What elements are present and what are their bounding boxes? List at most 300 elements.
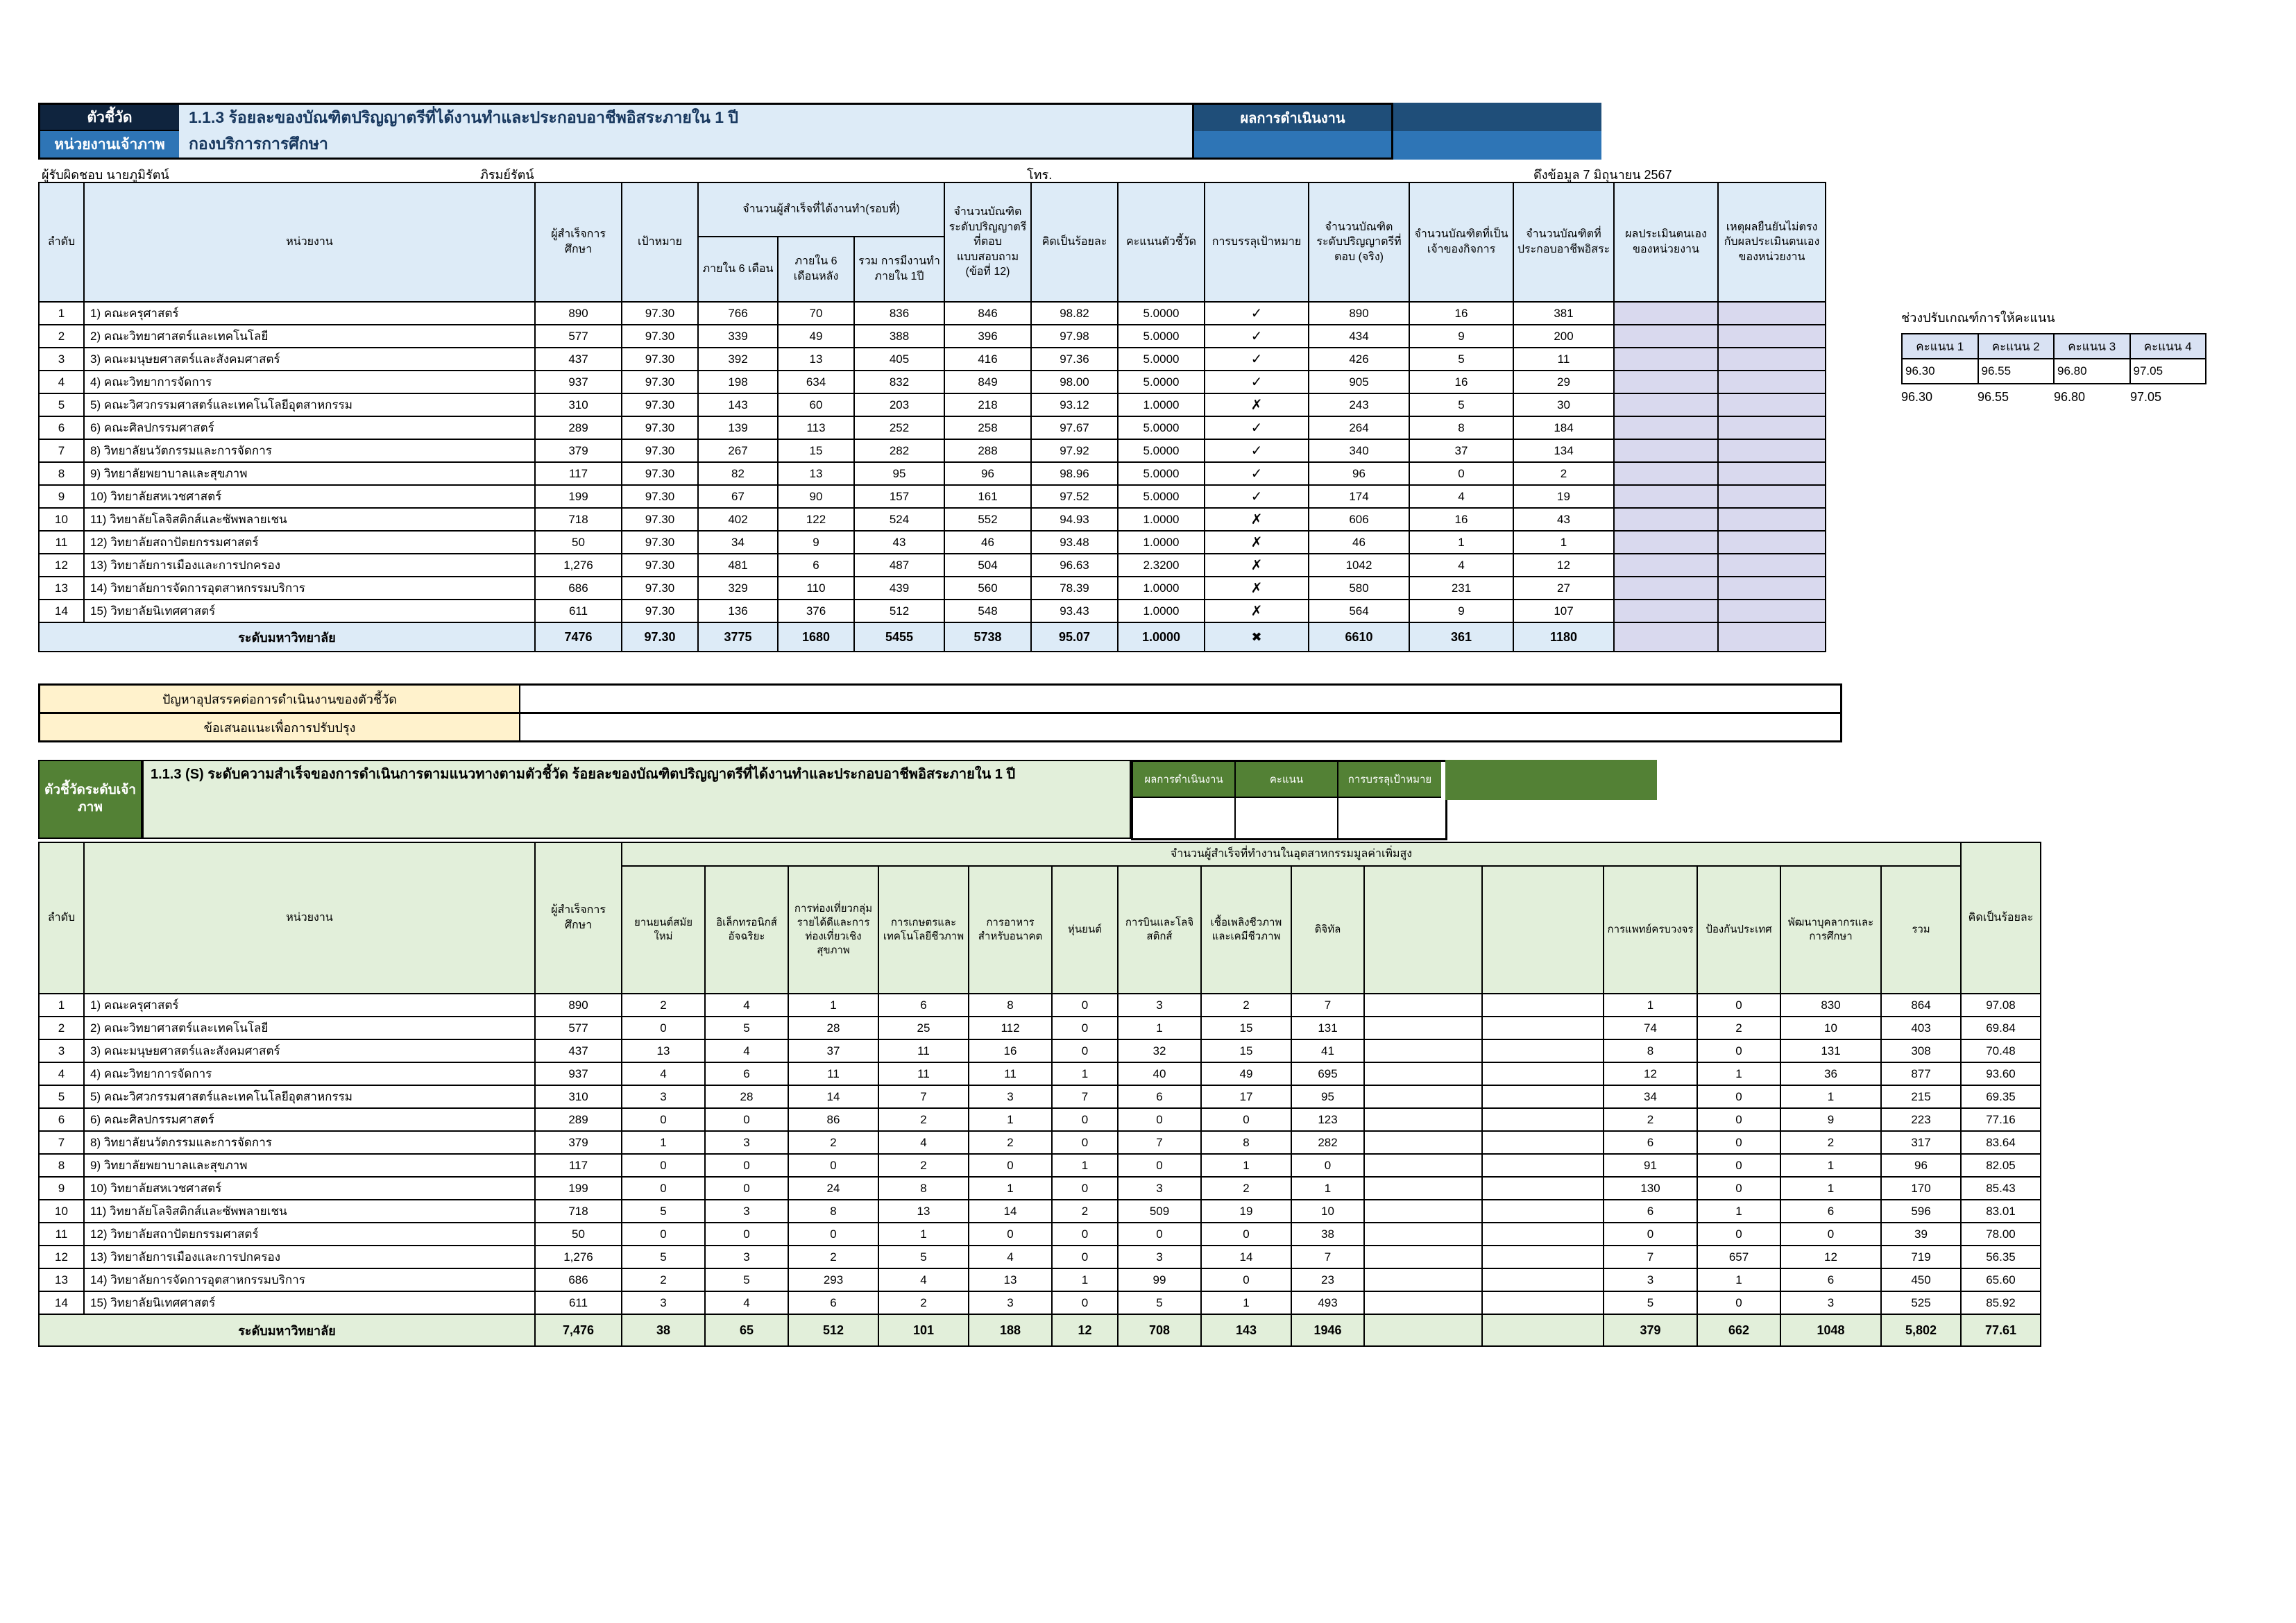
reason-cell[interactable] (1718, 439, 1826, 462)
total-label[interactable]: ระดับมหาวิทยาลัย (39, 622, 535, 652)
total-cell[interactable]: 379 (1604, 1314, 1697, 1346)
cell[interactable]: 5.0000 (1118, 485, 1205, 508)
cell[interactable]: 97.92 (1031, 439, 1118, 462)
cell[interactable]: 6 (705, 1062, 788, 1085)
unit-cell[interactable]: 4) คณะวิทยาการจัดการ (84, 371, 535, 393)
cell[interactable]: 38 (1291, 1223, 1364, 1246)
self-eval-cell[interactable] (1614, 622, 1718, 652)
cell[interactable]: 82 (698, 462, 778, 485)
cell[interactable]: 131 (1291, 1017, 1364, 1039)
total-cell[interactable]: 7476 (535, 622, 622, 652)
cell[interactable]: 0 (1697, 1291, 1780, 1314)
cell[interactable]: 97.52 (1031, 485, 1118, 508)
cell[interactable]: 0 (705, 1177, 788, 1200)
cell[interactable]: 50 (535, 531, 622, 554)
cell[interactable]: 37 (788, 1039, 878, 1062)
cell[interactable]: 4 (622, 1062, 705, 1085)
cell[interactable]: 2 (1513, 462, 1614, 485)
cell[interactable]: 937 (535, 371, 622, 393)
cell[interactable] (1482, 1246, 1604, 1268)
cell[interactable]: 7 (39, 1131, 84, 1154)
score-value-cell[interactable]: 96.55 (1978, 359, 2055, 384)
cell[interactable]: 97.36 (1031, 348, 1118, 371)
cell[interactable]: 97.30 (622, 325, 698, 348)
cell[interactable]: 170 (1881, 1177, 1961, 1200)
cell[interactable]: 766 (698, 302, 778, 325)
score-value-cell[interactable]: 97.05 (2130, 359, 2206, 384)
total-cell[interactable]: 1180 (1513, 622, 1614, 652)
cell[interactable]: 70 (778, 302, 854, 325)
cell[interactable]: 28 (705, 1085, 788, 1108)
cell[interactable]: 0 (1118, 1223, 1201, 1246)
cell[interactable]: 37 (1409, 439, 1513, 462)
cell[interactable]: 83.64 (1961, 1131, 2041, 1154)
cell[interactable]: 10 (1780, 1017, 1881, 1039)
cell[interactable]: 13 (39, 577, 84, 600)
cell[interactable]: 16 (1409, 302, 1513, 325)
cell[interactable]: 98.00 (1031, 371, 1118, 393)
cell[interactable]: 2 (1780, 1131, 1881, 1154)
cell[interactable]: 509 (1118, 1200, 1201, 1223)
cell[interactable]: 437 (535, 348, 622, 371)
self-eval-cell[interactable] (1614, 439, 1718, 462)
cell[interactable]: 12 (1513, 554, 1614, 577)
cell[interactable]: 0 (969, 1154, 1052, 1177)
cell[interactable]: 6 (1780, 1200, 1881, 1223)
cell[interactable]: 2 (878, 1154, 969, 1177)
reason-cell[interactable] (1718, 600, 1826, 622)
cell[interactable]: 0 (1780, 1223, 1881, 1246)
total-cell[interactable]: 708 (1118, 1314, 1201, 1346)
cell[interactable]: 1 (1513, 531, 1614, 554)
cell[interactable]: 15 (1201, 1039, 1291, 1062)
cell[interactable]: 0 (1052, 1246, 1118, 1268)
cell[interactable]: 1042 (1309, 554, 1409, 577)
cell[interactable]: ✗ (1205, 554, 1309, 577)
cell[interactable]: 7 (878, 1085, 969, 1108)
cell[interactable]: 14 (969, 1200, 1052, 1223)
unit-cell[interactable]: 11) วิทยาลัยโลจิสติกส์และซัพพลายเชน (84, 1200, 535, 1223)
cell[interactable]: 17 (1201, 1085, 1291, 1108)
cell[interactable]: 218 (944, 393, 1031, 416)
cell[interactable]: 388 (854, 325, 944, 348)
cell[interactable]: 634 (778, 371, 854, 393)
cell[interactable]: 99 (1118, 1268, 1201, 1291)
cell[interactable]: 6 (878, 994, 969, 1017)
cell[interactable]: 3 (1118, 1177, 1201, 1200)
cell[interactable]: 98.96 (1031, 462, 1118, 485)
cell[interactable]: 97.30 (622, 462, 698, 485)
cell[interactable]: 719 (1881, 1246, 1961, 1268)
cell[interactable]: 611 (535, 600, 622, 622)
cell[interactable]: 329 (698, 577, 778, 600)
cell[interactable]: 0 (1697, 1223, 1780, 1246)
cell[interactable]: 93.48 (1031, 531, 1118, 554)
cell[interactable]: 25 (878, 1017, 969, 1039)
cell[interactable]: 4 (705, 994, 788, 1017)
total-cell[interactable]: 3775 (698, 622, 778, 652)
unit-cell[interactable]: 4) คณะวิทยาการจัดการ (84, 1062, 535, 1085)
cell[interactable]: 16 (1409, 508, 1513, 531)
cell[interactable]: 1 (1604, 994, 1697, 1017)
cell[interactable]: 426 (1309, 348, 1409, 371)
cell[interactable]: 5 (622, 1246, 705, 1268)
cell[interactable]: 392 (698, 348, 778, 371)
cell[interactable]: 11 (878, 1062, 969, 1085)
cell[interactable]: 223 (1881, 1108, 1961, 1131)
cell[interactable]: 8 (1201, 1131, 1291, 1154)
cell[interactable]: 1 (1201, 1291, 1291, 1314)
cell[interactable] (1482, 1131, 1604, 1154)
cell[interactable]: 7 (1291, 1246, 1364, 1268)
cell[interactable]: 379 (535, 439, 622, 462)
cell[interactable]: 718 (535, 508, 622, 531)
total-cell[interactable]: 7,476 (535, 1314, 622, 1346)
cell[interactable]: 5.0000 (1118, 439, 1205, 462)
total-cell[interactable]: 5,802 (1881, 1314, 1961, 1346)
cell[interactable]: 97.30 (622, 371, 698, 393)
cell[interactable]: 96.63 (1031, 554, 1118, 577)
reason-cell[interactable] (1718, 485, 1826, 508)
cell[interactable]: 56.35 (1961, 1246, 2041, 1268)
cell[interactable]: 1 (1780, 1154, 1881, 1177)
cell[interactable]: 93.43 (1031, 600, 1118, 622)
cell[interactable]: 60 (778, 393, 854, 416)
cell[interactable]: 14 (788, 1085, 878, 1108)
cell[interactable]: 6 (1604, 1131, 1697, 1154)
cell[interactable]: 0 (1052, 1291, 1118, 1314)
cell[interactable]: 10 (1291, 1200, 1364, 1223)
cell[interactable]: 13 (39, 1268, 84, 1291)
total-cell[interactable]: 361 (1409, 622, 1513, 652)
cell[interactable]: 2 (39, 1017, 84, 1039)
cell[interactable]: 1 (1291, 1177, 1364, 1200)
cell[interactable]: 123 (1291, 1108, 1364, 1131)
cell[interactable]: 9 (1409, 600, 1513, 622)
reason-cell[interactable] (1718, 554, 1826, 577)
cell[interactable]: 937 (535, 1062, 622, 1085)
cell[interactable]: 577 (535, 325, 622, 348)
cell[interactable]: 289 (535, 416, 622, 439)
cell[interactable]: 97.30 (622, 393, 698, 416)
cell[interactable]: 6 (778, 554, 854, 577)
cell[interactable]: 67 (698, 485, 778, 508)
self-eval-cell[interactable] (1614, 531, 1718, 554)
cell[interactable]: 1 (1052, 1268, 1118, 1291)
cell[interactable]: 15 (778, 439, 854, 462)
cell[interactable]: 130 (1604, 1177, 1697, 1200)
cell[interactable] (1364, 1177, 1482, 1200)
cell[interactable]: 1 (878, 1223, 969, 1246)
result-box-value-cell[interactable] (1194, 131, 1391, 158)
reason-cell[interactable] (1718, 622, 1826, 652)
cell[interactable]: 50 (535, 1223, 622, 1246)
cell[interactable]: 122 (778, 508, 854, 531)
unit-cell[interactable]: 5) คณะวิศวกรรมศาสตร์และเทคโนโลยีอุตสาหกรรม (84, 393, 535, 416)
cell[interactable]: 317 (1881, 1131, 1961, 1154)
cell[interactable]: 0 (1052, 1017, 1118, 1039)
unit-cell[interactable]: 8) วิทยาลัยนวัตกรรมและการจัดการ (84, 1131, 535, 1154)
cell[interactable]: 8 (1409, 416, 1513, 439)
suggestion-value-cell[interactable] (520, 714, 1840, 740)
total-cell[interactable] (1364, 1314, 1482, 1346)
cell[interactable]: 0 (622, 1223, 705, 1246)
cell[interactable]: 686 (535, 1268, 622, 1291)
cell[interactable]: 0 (1118, 1108, 1201, 1131)
unit-cell[interactable]: 12) วิทยาลัยสถาปัตยกรรมศาสตร์ (84, 531, 535, 554)
cell[interactable]: 6 (1780, 1268, 1881, 1291)
cell[interactable]: ✓ (1205, 485, 1309, 508)
cell[interactable] (1482, 1085, 1604, 1108)
cell[interactable]: 12 (39, 554, 84, 577)
reason-cell[interactable] (1718, 371, 1826, 393)
cell[interactable]: 3 (705, 1246, 788, 1268)
cell[interactable]: 4 (705, 1039, 788, 1062)
cell[interactable]: 131 (1780, 1039, 1881, 1062)
cell[interactable]: 13 (778, 462, 854, 485)
cell[interactable]: 577 (535, 1017, 622, 1039)
cell[interactable]: 504 (944, 554, 1031, 577)
total-cell[interactable]: 65 (705, 1314, 788, 1346)
cell[interactable] (1364, 1291, 1482, 1314)
cell[interactable]: 376 (778, 600, 854, 622)
total-cell[interactable]: 662 (1697, 1314, 1780, 1346)
cell[interactable]: 8 (969, 994, 1052, 1017)
cell[interactable]: 5.0000 (1118, 348, 1205, 371)
cell[interactable]: 93.12 (1031, 393, 1118, 416)
cell[interactable]: 5.0000 (1118, 416, 1205, 439)
cell[interactable]: 5.0000 (1118, 462, 1205, 485)
cell[interactable]: 2 (39, 325, 84, 348)
cell[interactable]: 846 (944, 302, 1031, 325)
cell[interactable] (1482, 1291, 1604, 1314)
cell[interactable] (1364, 1200, 1482, 1223)
cell[interactable]: 5 (705, 1017, 788, 1039)
cell[interactable]: ✓ (1205, 439, 1309, 462)
cell[interactable]: 5.0000 (1118, 371, 1205, 393)
cell[interactable]: 0 (1604, 1223, 1697, 1246)
cell[interactable]: 0 (705, 1108, 788, 1131)
cell[interactable]: 215 (1881, 1085, 1961, 1108)
cell[interactable]: 11 (39, 531, 84, 554)
self-eval-cell[interactable] (1614, 600, 1718, 622)
total-cell[interactable]: 38 (622, 1314, 705, 1346)
cell[interactable]: 1.0000 (1118, 393, 1205, 416)
total-cell[interactable]: 1946 (1291, 1314, 1364, 1346)
cell[interactable]: 93.60 (1961, 1062, 2041, 1085)
cell[interactable]: 0 (1052, 1177, 1118, 1200)
self-eval-cell[interactable] (1614, 416, 1718, 439)
unit-cell[interactable]: 15) วิทยาลัยนิเทศศาสตร์ (84, 600, 535, 622)
cell[interactable]: 0 (1201, 1223, 1291, 1246)
cell[interactable]: 3 (1118, 1246, 1201, 1268)
unit-cell[interactable]: 14) วิทยาลัยการจัดการอุตสาหกรรมบริการ (84, 1268, 535, 1291)
cell[interactable]: 905 (1309, 371, 1409, 393)
cell[interactable]: 23 (1291, 1268, 1364, 1291)
total-cell[interactable]: 512 (788, 1314, 878, 1346)
cell[interactable]: 78.39 (1031, 577, 1118, 600)
cell[interactable]: 69.35 (1961, 1085, 2041, 1108)
cell[interactable]: 16 (969, 1039, 1052, 1062)
cell[interactable]: 49 (778, 325, 854, 348)
total-cell[interactable] (1482, 1314, 1604, 1346)
cell[interactable]: 289 (535, 1108, 622, 1131)
cell[interactable]: 243 (1309, 393, 1409, 416)
cell[interactable]: 3 (1780, 1291, 1881, 1314)
cell[interactable] (1482, 1039, 1604, 1062)
cell[interactable]: 2 (1697, 1017, 1780, 1039)
cell[interactable]: 487 (854, 554, 944, 577)
cell[interactable]: 4 (1409, 554, 1513, 577)
cell[interactable]: 97.30 (622, 577, 698, 600)
cell[interactable]: 97.30 (622, 531, 698, 554)
cell[interactable]: 890 (1309, 302, 1409, 325)
cell[interactable]: 6 (1604, 1200, 1697, 1223)
cell[interactable]: ✗ (1205, 531, 1309, 554)
reason-cell[interactable] (1718, 348, 1826, 371)
cell[interactable]: 97.67 (1031, 416, 1118, 439)
cell[interactable]: 0 (705, 1223, 788, 1246)
total-cell[interactable]: 1048 (1780, 1314, 1881, 1346)
cell[interactable]: 86 (788, 1108, 878, 1131)
cell[interactable]: 3 (39, 348, 84, 371)
cell[interactable]: 27 (1513, 577, 1614, 600)
cell[interactable]: 0 (1697, 1154, 1780, 1177)
cell[interactable]: 5 (878, 1246, 969, 1268)
cell[interactable]: 2 (969, 1131, 1052, 1154)
total-cell[interactable]: 77.61 (1961, 1314, 2041, 1346)
cell[interactable]: 381 (1513, 302, 1614, 325)
cell[interactable] (1482, 1177, 1604, 1200)
unit-cell[interactable]: 8) วิทยาลัยนวัตกรรมและการจัดการ (84, 439, 535, 462)
cell[interactable]: 1 (39, 994, 84, 1017)
cell[interactable]: 890 (535, 302, 622, 325)
cell[interactable]: 0 (622, 1108, 705, 1131)
total-cell[interactable]: ✖ (1205, 622, 1309, 652)
cell[interactable] (1364, 1268, 1482, 1291)
cell[interactable]: 877 (1881, 1062, 1961, 1085)
cell[interactable]: 0 (1052, 1039, 1118, 1062)
cell[interactable]: 434 (1309, 325, 1409, 348)
self-eval-cell[interactable] (1614, 485, 1718, 508)
cell[interactable]: 97.30 (622, 554, 698, 577)
cell[interactable]: ✓ (1205, 416, 1309, 439)
cell[interactable]: ✗ (1205, 600, 1309, 622)
cell[interactable]: 0 (1697, 994, 1780, 1017)
cell[interactable]: 9 (778, 531, 854, 554)
cell[interactable]: 29 (1513, 371, 1614, 393)
cell[interactable] (1364, 1154, 1482, 1177)
cell[interactable]: 1 (1697, 1200, 1780, 1223)
cell[interactable]: 13 (622, 1039, 705, 1062)
cell[interactable]: 11 (1513, 348, 1614, 371)
cell[interactable]: 95 (1291, 1085, 1364, 1108)
cell[interactable]: 97.30 (622, 416, 698, 439)
cell[interactable]: 9 (39, 1177, 84, 1200)
cell[interactable]: 13 (778, 348, 854, 371)
cell[interactable]: 611 (535, 1291, 622, 1314)
cell[interactable] (1364, 994, 1482, 1017)
cell[interactable]: 5 (622, 1200, 705, 1223)
cell[interactable]: 481 (698, 554, 778, 577)
cell[interactable]: 310 (535, 393, 622, 416)
cell[interactable]: 0 (622, 1017, 705, 1039)
cell[interactable]: 134 (1513, 439, 1614, 462)
cell[interactable]: 1,276 (535, 554, 622, 577)
cell[interactable]: 0 (788, 1223, 878, 1246)
cell[interactable]: 1 (1697, 1062, 1780, 1085)
cell[interactable]: 0 (1201, 1108, 1291, 1131)
cell[interactable] (1364, 1085, 1482, 1108)
unit-cell[interactable]: 3) คณะมนุษยศาสตร์และสังคมศาสตร์ (84, 1039, 535, 1062)
cell[interactable]: 34 (1604, 1085, 1697, 1108)
cell[interactable]: 1 (1201, 1154, 1291, 1177)
cell[interactable] (1482, 1268, 1604, 1291)
cell[interactable]: 139 (698, 416, 778, 439)
cell[interactable]: 8 (39, 462, 84, 485)
cell[interactable]: 0 (1052, 1131, 1118, 1154)
reason-cell[interactable] (1718, 325, 1826, 348)
cell[interactable]: 11 (788, 1062, 878, 1085)
cell[interactable]: 0 (622, 1154, 705, 1177)
unit-cell[interactable]: 2) คณะวิทยาศาสตร์และเทคโนโลยี (84, 1017, 535, 1039)
unit-cell[interactable]: 6) คณะศิลปกรรมศาสตร์ (84, 1108, 535, 1131)
cell[interactable]: 1 (788, 994, 878, 1017)
cell[interactable]: 7 (1291, 994, 1364, 1017)
cell[interactable]: 450 (1881, 1268, 1961, 1291)
cell[interactable]: 0 (1201, 1268, 1291, 1291)
cell[interactable]: 94.93 (1031, 508, 1118, 531)
cell[interactable]: 437 (535, 1039, 622, 1062)
cell[interactable]: ✓ (1205, 302, 1309, 325)
unit-cell[interactable]: 13) วิทยาลัยการเมืองและการปกครอง (84, 554, 535, 577)
unit-cell[interactable]: 11) วิทยาลัยโลจิสติกส์และซัพพลายเชน (84, 508, 535, 531)
cell[interactable]: 548 (944, 600, 1031, 622)
cell[interactable]: 49 (1201, 1062, 1291, 1085)
unit-cell[interactable]: 9) วิทยาลัยพยาบาลและสุขภาพ (84, 1154, 535, 1177)
cell[interactable]: 97.30 (622, 348, 698, 371)
cell[interactable]: 1.0000 (1118, 531, 1205, 554)
cell[interactable]: 836 (854, 302, 944, 325)
cell[interactable]: 9 (1780, 1108, 1881, 1131)
cell[interactable]: 1 (969, 1177, 1052, 1200)
cell[interactable]: 0 (1052, 1108, 1118, 1131)
cell[interactable]: 10 (39, 508, 84, 531)
cell[interactable]: 97.30 (622, 302, 698, 325)
cell[interactable]: ✓ (1205, 348, 1309, 371)
score-value-cell[interactable]: 96.30 (1902, 359, 1978, 384)
cell[interactable]: 308 (1881, 1039, 1961, 1062)
cell[interactable]: 1.0000 (1118, 508, 1205, 531)
cell[interactable]: 136 (698, 600, 778, 622)
self-eval-cell[interactable] (1614, 462, 1718, 485)
cell[interactable]: 1 (1052, 1062, 1118, 1085)
cell[interactable]: 830 (1780, 994, 1881, 1017)
cell[interactable]: 39 (1881, 1223, 1961, 1246)
total-cell[interactable]: 143 (1201, 1314, 1291, 1346)
cell[interactable]: 580 (1309, 577, 1409, 600)
cell[interactable]: 113 (778, 416, 854, 439)
cell[interactable]: 4 (878, 1268, 969, 1291)
cell[interactable]: 83.01 (1961, 1200, 2041, 1223)
cell[interactable]: 117 (535, 462, 622, 485)
cell[interactable]: 0 (1052, 1223, 1118, 1246)
total-cell[interactable]: 1680 (778, 622, 854, 652)
cell[interactable]: ✗ (1205, 393, 1309, 416)
cell[interactable]: 0 (1118, 1154, 1201, 1177)
cell[interactable]: 1 (1118, 1017, 1201, 1039)
unit-cell[interactable]: 13) วิทยาลัยการเมืองและการปกครอง (84, 1246, 535, 1268)
